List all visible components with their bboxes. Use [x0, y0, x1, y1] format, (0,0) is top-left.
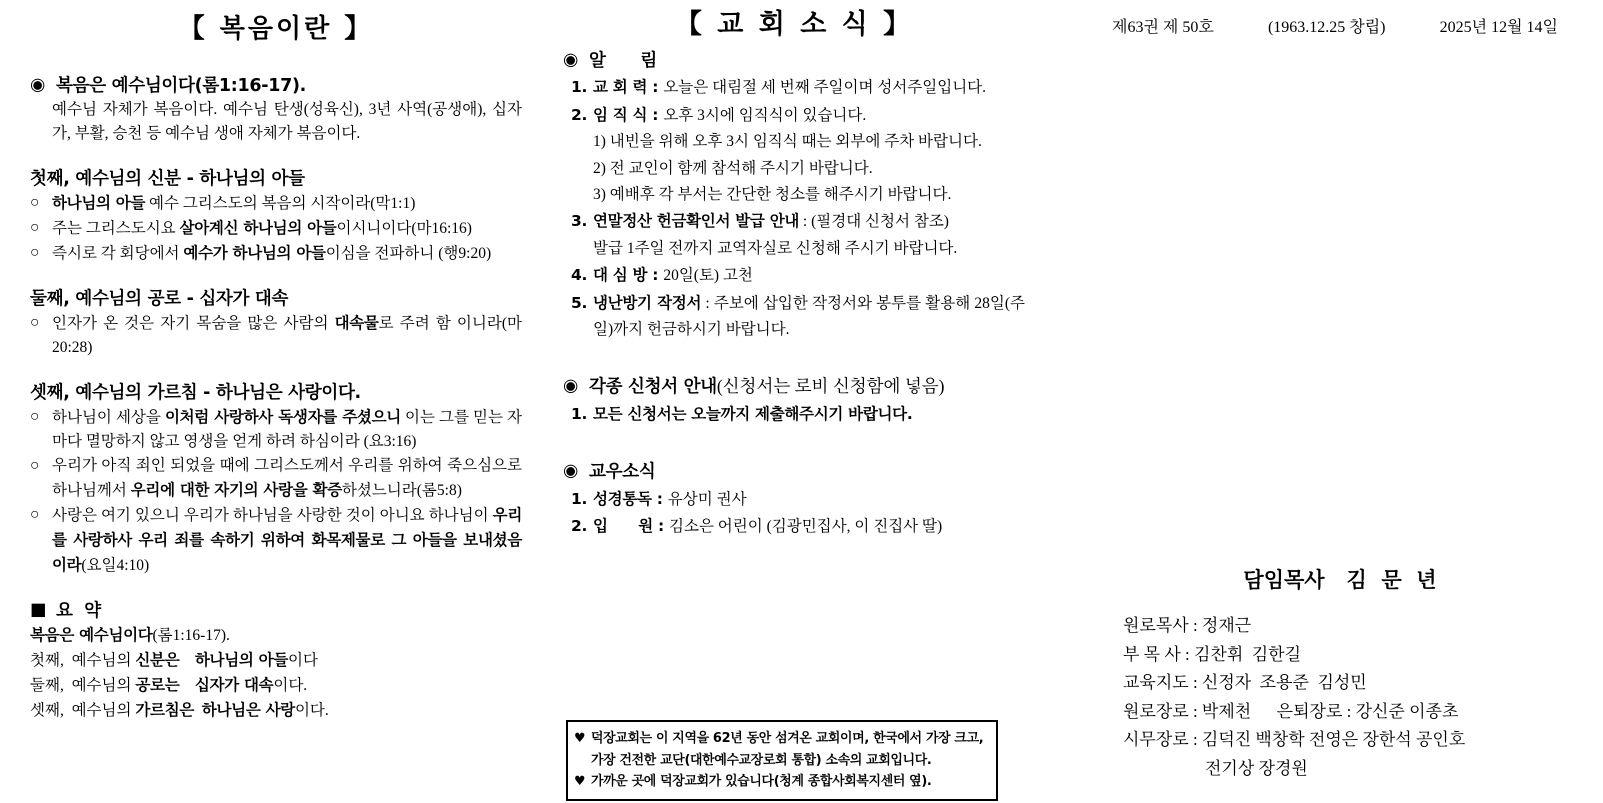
text-line: [563, 513, 1025, 540]
text-line: [30, 98, 522, 146]
bullet-marker: ◉: [563, 376, 578, 397]
text-line: [30, 191, 522, 216]
gospel-section: [30, 8, 534, 723]
bullet-marker: 3.: [571, 212, 588, 231]
line-text: 셋째, 예수님의 가르침 - 하나님은 사랑이다.: [30, 383, 361, 403]
text-line: [563, 458, 1025, 485]
text-line: [563, 236, 1025, 262]
line-text: 복음은 예수님이다(롬1:16-17).: [30, 626, 230, 644]
bullet-marker: ○: [30, 506, 40, 523]
text-line: [1123, 726, 1557, 755]
text-line: [30, 241, 522, 266]
bullet-marker: 4.: [571, 266, 588, 285]
line-text: 덕장교회는 이 지역을 62년 동안 섬겨온 교회이며, 한국에서 가장 크고,: [591, 731, 984, 746]
text-line: [30, 623, 522, 648]
line-text: 하나님의 아들 예수 그리스도의 복음의 시작이라(막1:1): [52, 194, 416, 212]
text-line: [563, 74, 1025, 101]
notice-lines: [574, 728, 990, 793]
line-text: 교육지도 : 신정자 조용준 김성민: [1123, 673, 1367, 692]
bullet-marker: 2.: [571, 517, 588, 536]
line-text: 주는 그리스도시요 살아계신 하나님의 아들이시니이다(마16:16): [52, 219, 472, 237]
bullet-marker: ○: [30, 244, 40, 261]
line-text: 복음은 예수님이다(롬1:16-17).: [56, 76, 307, 96]
church-news-title: 【 교 회 소 식 】: [674, 9, 914, 40]
line-text: 둘째, 예수님의 공로 - 십자가 대속: [30, 289, 289, 309]
line-text: 예수님 자체가 복음이다. 예수님 탄생(성육신), 3년 사역(공생애), 십자가, 부활, 승천 등 예수님 생애 자체가 복음이다.: [52, 101, 522, 142]
line-text: 하나님이 세상을 이처럼 사랑하사 독생자를 주셨으니 이는 그를 믿는 자마다 멸망하지 않고 영생을 얻게 하려 하심이라 (요3:16): [52, 408, 523, 450]
line-text: 모든 신청서는 오늘까지 제출해주시기 바랍니다.: [593, 404, 913, 423]
gospel-section-title: 【 복음이란 】: [178, 14, 374, 44]
line-text: 냉난방기 작정서 : 주보에 삽입한 작정서와 봉투를 활용해 28일(주일)까지 헌금하시기 바랍니다.: [593, 293, 1026, 339]
text-line: [563, 401, 1025, 428]
line-text: 성경통독 : 유상미 권사: [593, 489, 747, 508]
text-line: [30, 166, 522, 191]
bullet-marker: ■: [30, 600, 47, 620]
line-text: 셋째, 예수님의 가르침은 하나님은 사랑이다.: [30, 701, 329, 719]
church-notice-box: [566, 720, 998, 801]
masthead: [1112, 14, 1558, 37]
church-news-section: [563, 2, 1025, 541]
line-text: 원로장로 : 박제천 은퇴장로 : 강신준 이종초: [1123, 701, 1459, 721]
line-text: 발급 1주일 전까지 교역자실로 신청해 주시기 바랍니다.: [593, 239, 958, 257]
text-line: [1123, 641, 1557, 670]
bullet-marker: 5.: [571, 293, 588, 312]
text-line: [563, 208, 1025, 235]
gospel-blocks: [30, 73, 534, 723]
staff-section: [1123, 564, 1557, 783]
staff-lines: [1123, 612, 1557, 783]
text-line: [30, 648, 522, 673]
line-text: 가까운 곳에 덕장교회가 있습니다(청계 종합사회복지센터 옆).: [591, 774, 932, 789]
line-text: 3) 예배후 각 부서는 간단한 청소를 해주시기 바랍니다.: [593, 186, 952, 204]
text-line: [1123, 612, 1557, 641]
line-text: 부 목 사 : 김찬휘 김한길: [1123, 644, 1302, 664]
line-text: 입 원 : 김소은 어린이 (김광민집사, 이 진집사 딸): [593, 517, 943, 536]
bullet-marker: ○: [30, 408, 40, 425]
bullet-marker: ◉: [563, 50, 578, 70]
text-line: [563, 373, 1025, 400]
text-line: [574, 771, 990, 793]
text-line: [30, 405, 522, 454]
text-line: [563, 47, 1025, 74]
text-line: [30, 380, 522, 405]
line-text: 가장 건전한 교단(대한예수교장로회 통합) 소속의 교회입니다.: [591, 752, 932, 768]
line-text: 1) 내빈을 위해 오후 3시 임직식 때는 외부에 주차 바랍니다.: [593, 133, 982, 151]
text-line: [563, 486, 1025, 513]
line-text: 교우소식: [589, 462, 656, 483]
bullet-marker: ○: [30, 457, 40, 474]
text-line: [574, 728, 990, 750]
line-text: 우리가 아직 죄인 되었을 때에 그리스도께서 우리를 위하여 죽으심으로 하나님께서 우리에 대한 자기의 사랑을 확증하셨느니라(롬5:8): [52, 457, 534, 499]
masthead-founded: (1963.12.25 창립): [1267, 19, 1386, 36]
text-line: [30, 216, 522, 241]
text-line: [30, 673, 522, 698]
line-text: 교 회 력 : 오늘은 대림절 세 번째 주일이며 성서주일입니다.: [593, 78, 987, 97]
line-text: 둘째, 예수님의 공로는 십자가 대속이다.: [30, 676, 308, 694]
bullet-marker: ◉: [563, 461, 578, 482]
line-text: 첫째, 예수님의 신분 - 하나님의 아들: [30, 169, 305, 189]
line-text: 사랑은 여기 있으니 우리가 하나님을 사랑한 것이 아니요 하나님이 우리를 사랑하사 우리 죄를 속하기 위하여 화목제물로 그 아들을 보내셨음이라(요일4:10): [52, 506, 522, 574]
bullet-marker: ♥: [574, 774, 586, 789]
text-line: [563, 129, 1025, 155]
bullet-marker: ♥: [574, 731, 586, 746]
masthead-volume: 제63권 제 50호: [1112, 19, 1214, 36]
text-line: [574, 750, 990, 772]
line-text: 2) 전 교인이 함께 참석해 주시기 바랍니다.: [593, 159, 873, 177]
text-line: [30, 286, 522, 311]
senior-pastor-title: 담임목사 김 문 년: [1243, 568, 1437, 592]
text-line: [30, 454, 534, 503]
text-line: [30, 698, 522, 723]
bullet-marker: ◉: [30, 75, 45, 95]
line-text: 전기상 장경원: [1205, 758, 1308, 778]
line-text: 대 심 방 : 20일(토) 고천: [593, 266, 753, 285]
text-line: [1123, 698, 1557, 727]
church-news-blocks: [563, 47, 1025, 541]
text-line: [1123, 669, 1557, 698]
text-line: [563, 156, 1025, 182]
text-line: [30, 503, 522, 578]
line-text: 임 직 식 : 오후 3시에 임직식이 있습니다.: [593, 105, 867, 124]
text-line: [1123, 755, 1557, 784]
line-text: 인자가 온 것은 자기 목숨을 많은 사람의 대속물로 주려 함 이니라(마20:28): [52, 314, 522, 356]
text-line: [563, 290, 1025, 344]
bullet-marker: ○: [30, 219, 40, 236]
line-text: 원로목사 : 정재근: [1123, 616, 1252, 635]
line-text: 시무장로 : 김덕진 백창학 전영은 장한석 공인호: [1123, 730, 1466, 749]
line-text: 즉시로 각 회당에서 예수가 하나님의 아들이심을 전파하니 (행9:20): [52, 244, 492, 262]
line-text: 각종 신청서 안내(신청서는 로비 신청함에 넣음): [589, 376, 945, 398]
bullet-marker: 1.: [571, 489, 588, 508]
line-text: 첫째, 예수님의 신분은 하나님의 아들이다: [30, 651, 318, 669]
text-line: [30, 73, 522, 98]
bullet-marker: 1.: [571, 78, 588, 97]
bullet-marker: ○: [30, 314, 40, 331]
text-line: [563, 102, 1025, 129]
text-line: [563, 262, 1025, 289]
masthead-date: 2025년 12월 14일: [1439, 19, 1558, 36]
line-text: 연말정산 헌금확인서 발급 안내 : (필경대 신청서 참조): [593, 212, 949, 231]
text-line: [30, 311, 522, 360]
bullet-marker: 1.: [571, 404, 588, 423]
line-text: 알 림: [589, 51, 657, 71]
bullet-marker: 2.: [571, 105, 588, 124]
text-line: [563, 182, 1025, 208]
text-line: [30, 598, 522, 623]
bullet-marker: ○: [30, 194, 40, 211]
line-text: 요 약: [56, 601, 101, 621]
